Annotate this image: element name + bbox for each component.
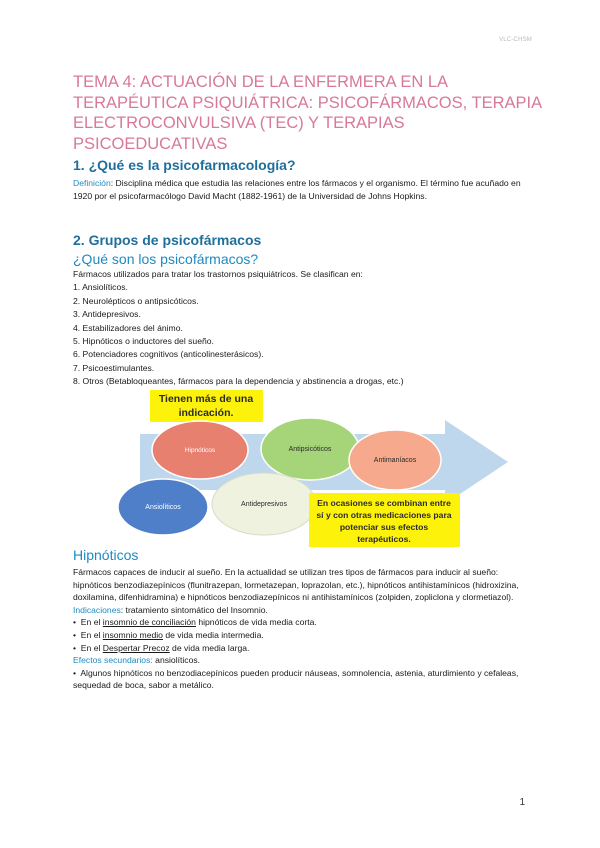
- oval-antidepresivos-label: Antidepresivos: [241, 501, 287, 508]
- hipnoticos-description: Fármacos capaces de inducir al sueño. En la actualidad se utilizan tres tipos de fármacos para inducir al sueño: hipnóticos benzodiazepínicos (flunitrazepan, lormetazepan, loprazolan, etc.), hipnóticos antihistamínicos (hidroxizina, doxilamina, difenhidramina) e hipnóticos benzodiazepínicos ni antihistamínicos (zolpiden, zopliclona y clormetiazol).: [73, 567, 519, 603]
- list-item: 7. Psicoestimulantes.: [73, 362, 155, 373]
- oval-hipnoticos-label: Hipnóticos: [184, 447, 216, 454]
- callout-bottom-line1: En ocasiones se combinan entre: [317, 498, 451, 508]
- classification-block: [73, 268, 533, 389]
- classification-intro: Fármacos utilizados para tratar los trastornos psiquiátricos. Se clasifican en:: [73, 269, 363, 279]
- callout-bottom-line4: terapéuticos.: [357, 534, 411, 544]
- list-item: 1. Ansiolíticos.: [73, 282, 128, 293]
- definition-text: : Disciplina médica que estudia las relaciones entre los fármacos y el organismo. El término fue acuñado en 1920 por el psicofarmacólogo David Macht (1882-1961) de la Universidad de Johns Hopkins.: [73, 178, 521, 201]
- document-title: TEMA 4: ACTUACIÓN DE LA ENFERMERA EN LA TERAPÉUTICA PSIQUIÁTRICA: PSICOFÁRMACOS, TERAPIA ELECTROCONVULSIVA (TEC) Y TERAPIAS PSICOEDUCATIVAS: [73, 73, 542, 153]
- callout-bottom-line2: sí y con otras medicaciones para: [316, 510, 452, 520]
- indications-text: : tratamiento sintomático del Insomnio.: [120, 604, 268, 615]
- side-effects-detail: • Algunos hipnóticos no benzodiacepínicos pueden producir náuseas, somnolencia, astenia, aturdimiento y cefaleas, sequedad de boca, sabor a metálico.: [73, 667, 519, 691]
- hipnoticos-heading: Hipnóticos: [73, 547, 139, 563]
- oval-ansioliticos-label: Ansiolíticos: [145, 504, 181, 511]
- section2-subheading: ¿Qué son los psicofármacos?: [73, 251, 259, 267]
- section1-heading: 1. ¿Qué es la psicofarmacología?: [73, 157, 296, 173]
- list-item: 3. Antidepresivos.: [73, 309, 141, 320]
- indications-list: [73, 616, 533, 654]
- callout-top-line2: indicación.: [178, 407, 234, 419]
- indications-line: [73, 604, 533, 617]
- side-effects-text: ansiolíticos.: [152, 655, 201, 666]
- psychotropic-diagram: [100, 386, 510, 551]
- page-number: 1: [519, 797, 525, 808]
- section2-heading: 2. Grupos de psicofármacos: [73, 232, 262, 248]
- list-item: • En el Despertar Precoz de vida media larga.: [73, 642, 250, 653]
- indications-label: Indicaciones: [73, 604, 121, 615]
- list-item: • En el insomnio de conciliación hipnóticos de vida media corta.: [73, 617, 317, 628]
- hipnoticos-block: [73, 566, 533, 692]
- list-item: 5. Hipnóticos o inductores del sueño.: [73, 336, 214, 347]
- callout-bottom-line3: potenciar sus efectos: [339, 522, 429, 532]
- definition-label: Definición: [73, 178, 111, 188]
- side-effects-label: Efectos secundarios:: [73, 655, 153, 666]
- classification-list: [73, 281, 533, 388]
- oval-antimaniacos-label: Antimaníacos: [373, 457, 417, 464]
- header-code: VLC-CHSM: [499, 37, 532, 43]
- list-item: 8. Otros (Betabloqueantes, fármacos para la dependencia y abstinencia a drogas, etc.): [73, 376, 404, 387]
- oval-antipsicoticos-label: Antipsicóticos: [288, 446, 332, 453]
- list-item: 6. Potenciadores cognitivos (anticolinesterásicos).: [73, 349, 264, 360]
- callout-top-line1: Tienen más de una: [158, 393, 254, 405]
- list-item: • En el insomnio medio de vida media intermedia.: [73, 629, 264, 640]
- list-item: 2. Neurolépticos o antipsicóticos.: [73, 295, 199, 306]
- list-item: 4. Estabilizadores del ánimo.: [73, 322, 183, 333]
- definition-paragraph: [73, 177, 531, 202]
- side-effects-line: [73, 654, 533, 667]
